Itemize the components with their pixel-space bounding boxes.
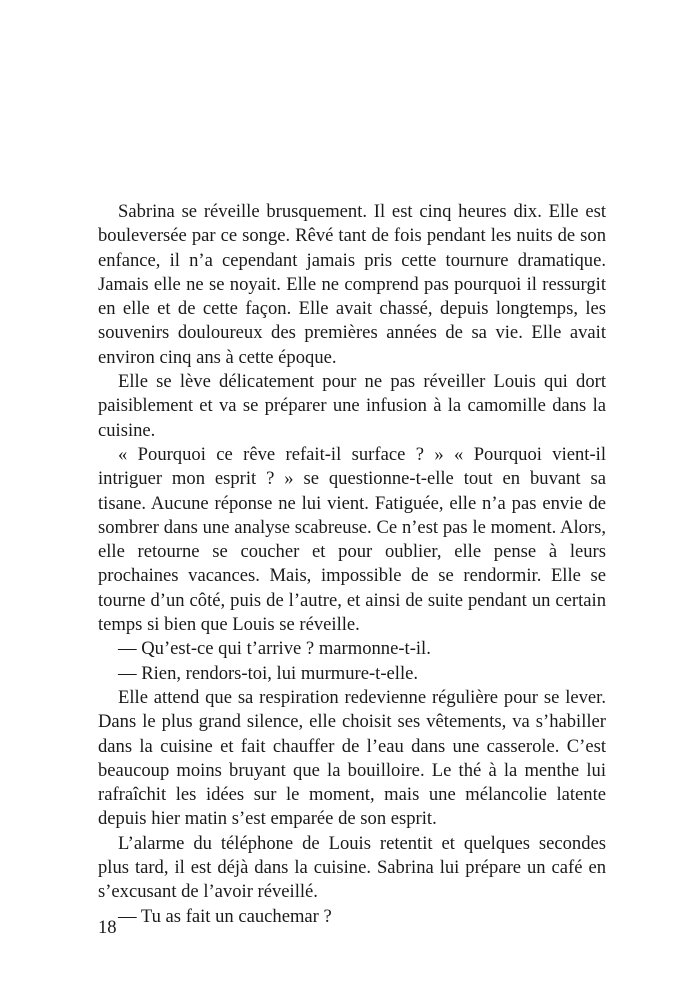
paragraph: « Pourquoi ce rêve refait-il surface ? » « Pourquoi vient-il intriguer mon esprit ? » se questionne-t-elle tout en buvant sa tisane. Aucune réponse ne lui vient. Fatiguée, elle n’a pas envie de sombrer dans une analyse scabreuse. Ce n’est pas le moment. Alors, elle retourne se coucher et pour oublier, elle pense à leurs prochaines vacances. Mais, impossible de se rendormir. Elle se tourne d’un côté, puis de l’autre, et ainsi de suite pendant un certain temps si bien que Louis se réveille. xyxy=(98,443,606,636)
dialogue-line: — Tu as fait un cauchemar ? xyxy=(118,905,332,927)
page-number: 18 xyxy=(98,917,117,938)
dialogue-line: — Qu’est-ce qui t’arrive ? marmonne-t-il. xyxy=(118,638,431,660)
paragraph: Elle se lève délicatement pour ne pas réveiller Louis qui dort paisiblement et va se préparer une infusion à la camomille dans la cuisine. xyxy=(98,371,606,441)
dialogue-line: — Rien, rendors-toi, lui murmure-t-elle. xyxy=(118,662,419,684)
paragraph: L’alarme du téléphone de Louis retentit et quelques secondes plus tard, il est déjà dans la cuisine. Sabrina lui prépare un café en s’excusant de l’avoir réveillé. xyxy=(98,832,606,903)
paragraph: Sabrina se réveille brusquement. Il est cinq heures dix. Elle est bouleversée par ce songe. Rêvé tant de fois pendant les nuits de son enfance, il n’a cependant jamais pris cette tournure dramatique. Jamais elle ne se noyait. Elle ne comprend pas pourquoi il ressurgit en elle et de cette façon. Elle avait chassé, depuis longtemps, les souvenirs douloureux des premières années de sa vie. Elle avait environ cinq ans à cette époque. xyxy=(98,201,606,368)
body-text xyxy=(98,200,606,929)
paragraph: Elle attend que sa respiration redevienne régulière pour se lever. Dans le plus grand silence, elle choisit ses vêtements, va s’habiller dans la cuisine et fait chauffer de l’eau dans une casserole. C’est beaucoup moins bruyant que la bouilloire. Le thé à la menthe lui rafraîchit les idées sur le moment, mais une mélancolie latente depuis hier matin s’est emparée de son esprit. xyxy=(98,686,606,830)
